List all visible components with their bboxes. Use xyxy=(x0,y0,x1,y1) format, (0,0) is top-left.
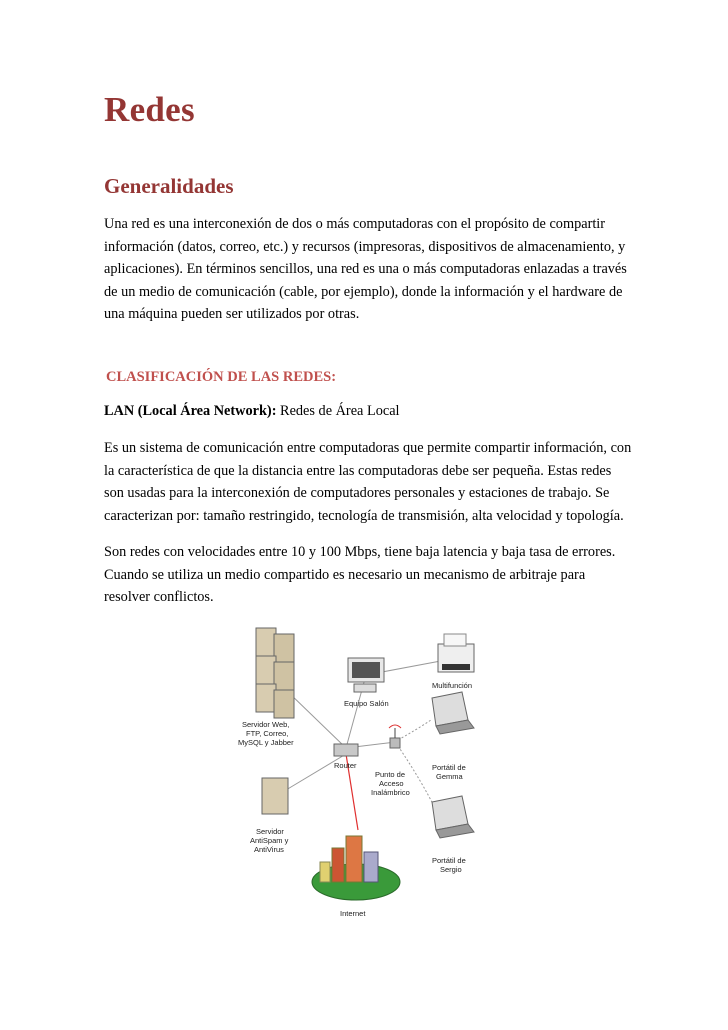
page-title: Redes xyxy=(104,90,195,129)
lan-definition-text: Redes de Área Local xyxy=(276,403,400,419)
label-punto-3: Inalámbrico xyxy=(371,788,410,797)
intro-paragraph: Una red es una interconexión de dos o más computadoras con el propósito de compartir información (datos, correo, etc.) y recursos (impresoras, dispositivos de almacenamiento, y aplicaciones). En términos sencillos, una red es una o más computadoras enlazadas a través de un medio de comunicación (cable, por ejemplo), donde la información y el hardware de una máquina pueden ser utilizados por otras. xyxy=(104,216,627,322)
label-gemma-1: Portátil de xyxy=(432,763,466,772)
lan-paragraph-1: Es un sistema de comunicación entre computadoras que permite compartir información, con la característica de que la distancia entre las computadoras debe ser pequeña. Estas redes son usadas para la interconexión de computadores personales y estaciones de trabajo. Se caracterizan por: tamaño restringido, tecnología de transmisión, alta velocidad y topología. xyxy=(104,440,632,524)
label-internet: Internet xyxy=(340,909,366,918)
server-antispam-icon xyxy=(262,778,288,814)
router-icon xyxy=(334,744,358,756)
label-multifuncion: Multifunción xyxy=(432,681,473,690)
label-server-web-3: MySQL y Jabber xyxy=(238,738,294,747)
label-punto-1: Punto de xyxy=(375,770,406,779)
label-server-as-1: Servidor xyxy=(256,827,284,836)
printer-icon xyxy=(438,634,474,672)
internet-icon xyxy=(312,836,400,900)
lan-definition xyxy=(104,403,400,420)
network-diagram xyxy=(236,620,510,925)
section-heading: Generalidades xyxy=(104,174,234,198)
laptop-gemma-icon xyxy=(432,692,474,734)
desktop-computer-icon xyxy=(348,658,384,692)
label-server-as-3: AntiVirus xyxy=(254,845,284,854)
classification-heading: CLASIFICACIÓN DE LAS REDES: xyxy=(106,369,337,385)
label-server-as-2: AntiSpam y xyxy=(250,836,289,845)
laptop-sergio-icon xyxy=(432,796,474,838)
label-server-web-2: FTP, Correo, xyxy=(246,729,289,738)
label-router: Router xyxy=(334,761,357,770)
server-web-icon xyxy=(256,628,294,718)
lan-paragraph-2: Son redes con velocidades entre 10 y 100 Mbps, tiene baja latencia y baja tasa de errores. Cuando se utiliza un medio compartido es necesario un mecanismo de arbitraje para resolver conflictos. xyxy=(104,544,616,605)
label-server-web-1: Servidor Web, xyxy=(242,720,290,729)
label-sergio-1: Portátil de xyxy=(432,856,466,865)
label-sergio-2: Sergio xyxy=(440,865,462,874)
lan-term: LAN (Local Área Network): xyxy=(104,403,277,419)
access-point-icon xyxy=(389,725,401,748)
label-equipo-salon: Equipo Salón xyxy=(344,699,389,708)
label-punto-2: Acceso xyxy=(379,779,404,788)
label-gemma-2: Gemma xyxy=(436,772,463,781)
